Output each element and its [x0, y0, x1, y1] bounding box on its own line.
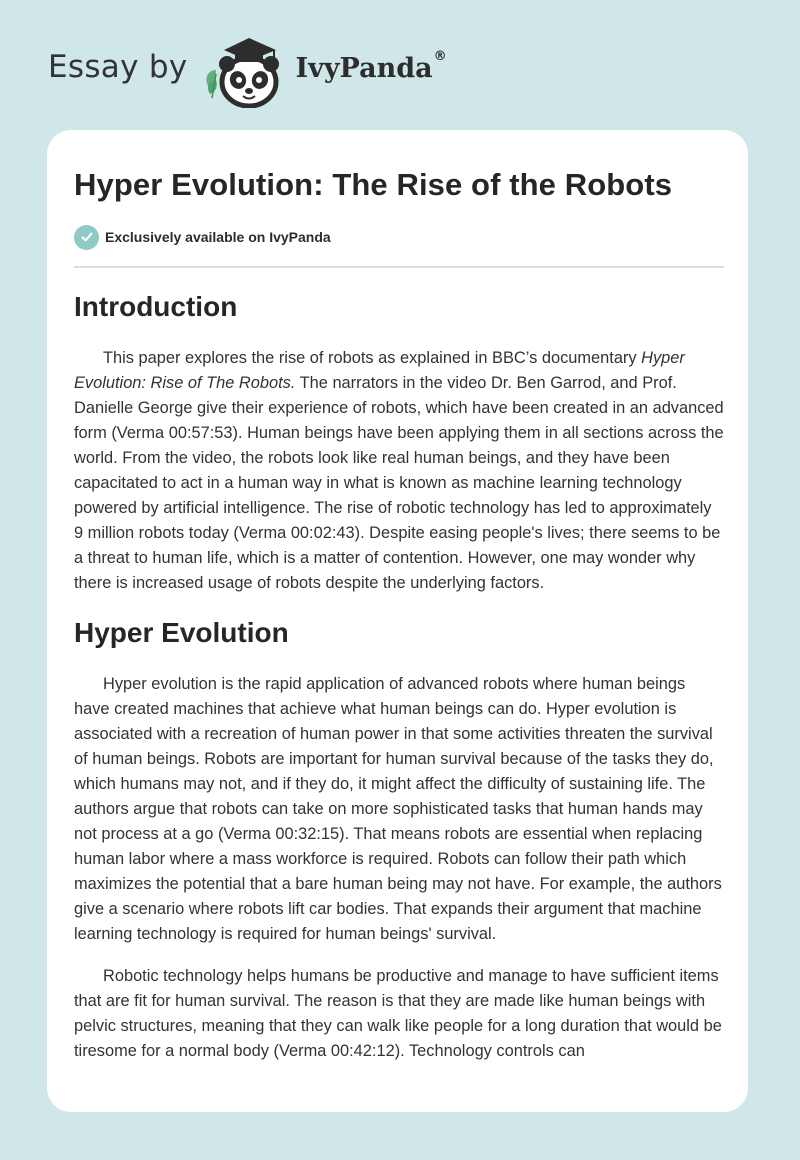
essay-content	[74, 166, 724, 1064]
panda-logo-icon	[202, 34, 292, 108]
brand-prefix: Essay by	[48, 49, 188, 85]
exclusive-label: Exclusively available on IvyPanda	[105, 229, 331, 245]
section-heading-hyper-evolution: Hyper Evolution	[74, 617, 289, 648]
paragraph: Hyper evolution is the rapid application of advanced robots where human beings have created machines that achieve what human beings can do. Hyper evolution is associated with a recreation of human power in that some activities threaten the survival of human beings. Robots are important for human survival because of the tasks they do, which humans may not, and if they do, it might affect the difficulty of sustaining life. The authors argue that robots can take on more sophisticated tasks that human hands may not process at a go (Verma 00:32:15). That means robots are essential when replacing human labor where a mass workforce is required. Robots can follow their path which maximizes the potential that a bare human being may not have. For example, the authors give a scenario where robots lift car bodies. That expands their argument that machine learning technology is required for human beings' survival.	[74, 675, 722, 943]
exclusive-badge	[74, 224, 724, 250]
section-heading-introduction: Introduction	[74, 291, 238, 322]
essay-title: Hyper Evolution: The Rise of the Robots	[74, 167, 673, 202]
paragraph: Robotic technology helps humans be productive and manage to have sufficient items that are fit for human survival. The reason is that they are made like human beings with pelvic structures, meaning that they can walk like people for a long duration that would be tiresome for a normal body (Verma 00:42:12). Technology controls can	[74, 967, 722, 1060]
brand-name: IvyPanda®	[295, 48, 447, 84]
title-divider	[74, 266, 724, 268]
check-icon	[74, 225, 99, 250]
site-brand[interactable]	[48, 34, 447, 108]
essay-card	[47, 130, 748, 1112]
paragraph: This paper explores the rise of robots as explained in BBC’s documentary Hyper Evolution: Rise of The Robots. The narrators in the video Dr. Ben Garrod, and Prof. Danielle George give their experience of robots, which have been created in an advanced form (Verma 00:57:53). Human beings have been applying them in all sections across the world. From the video, the robots look like real human beings, and they have been capacitated to act in a human way in what is known as machine learning technology powered by artificial intelligence. The rise of robotic technology has led to approximately 9 million robots today (Verma 00:02:43). Despite easing people's lives; there seems to be a threat to human life, which is a matter of contention. However, one may wonder why there is increased usage of robots despite the underlying factors.	[74, 349, 724, 592]
